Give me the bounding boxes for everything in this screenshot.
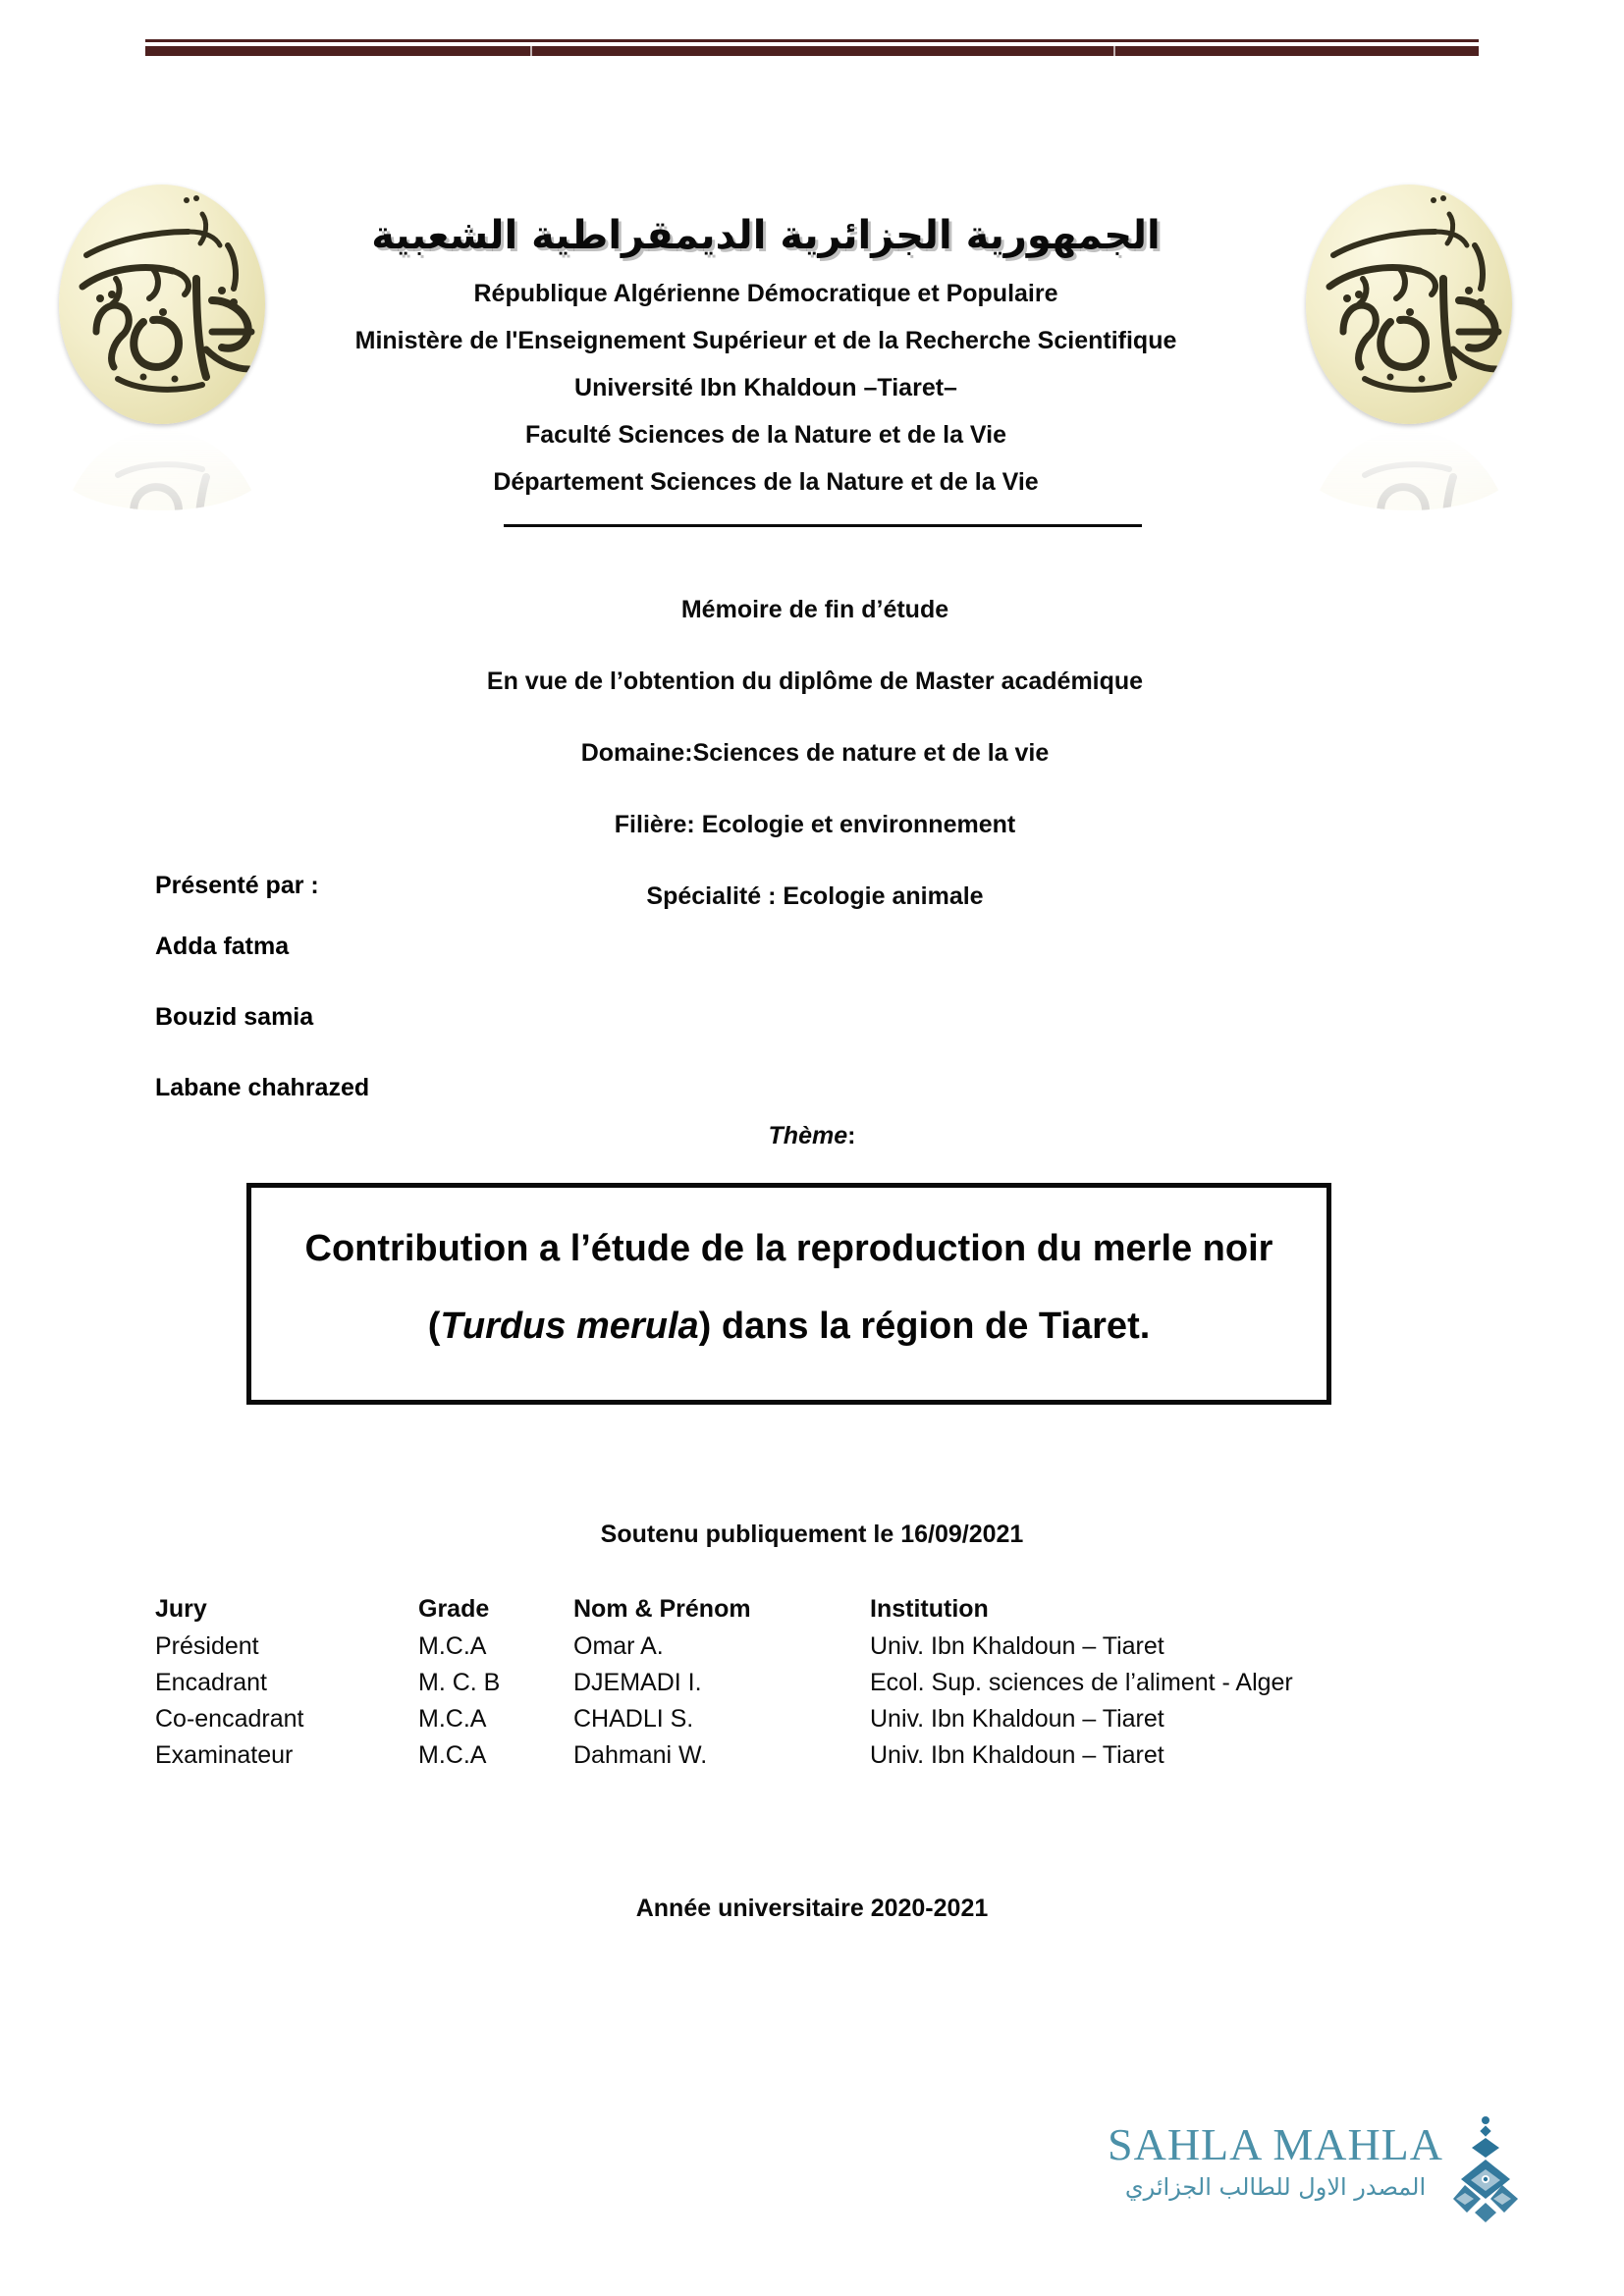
jury-header-grade: Grade bbox=[418, 1595, 490, 1623]
jury-header-role: Jury bbox=[155, 1595, 207, 1623]
header-line-republic: République Algérienne Démocratique et Populaire bbox=[473, 279, 1058, 307]
jury-grade-4: M.C.A bbox=[418, 1741, 487, 1769]
jury-role-4: Examinateur bbox=[155, 1741, 294, 1769]
defense-date: Soutenu publiquement le 16/09/2021 bbox=[600, 1521, 1024, 1548]
jury-name-3: CHADLI S. bbox=[573, 1705, 694, 1733]
watermark-tagline: المصدر الاول للطالب الجزائري bbox=[1124, 2173, 1427, 2201]
institution-header bbox=[245, 212, 1286, 506]
student-name-1: Adda fatma bbox=[155, 933, 290, 960]
top-rule-thin bbox=[145, 39, 1479, 42]
table-row bbox=[155, 1665, 1390, 1701]
seal-emblem-icon bbox=[1306, 185, 1512, 424]
degree-line-domaine: Domaine:Sciences de nature et de la vie bbox=[580, 739, 1050, 767]
jury-institution-1: Univ. Ibn Khaldoun – Tiaret bbox=[870, 1632, 1164, 1660]
jury-grade-1: M.C.A bbox=[418, 1632, 487, 1660]
theme-label bbox=[0, 1122, 1624, 1150]
jury-name-1: Omar A. bbox=[573, 1632, 664, 1660]
top-rule-nick-1 bbox=[530, 46, 532, 56]
university-seal-right bbox=[1294, 185, 1522, 508]
top-decorative-rule bbox=[145, 39, 1479, 61]
jury-institution-3: Univ. Ibn Khaldoun – Tiaret bbox=[870, 1705, 1164, 1733]
thesis-title-box bbox=[246, 1183, 1331, 1405]
presented-by-block bbox=[155, 874, 941, 1100]
jury-grade-2: M. C. B bbox=[418, 1669, 501, 1696]
table-row bbox=[155, 1737, 1390, 1774]
table-row bbox=[155, 1701, 1390, 1737]
top-rule-nick-2 bbox=[1113, 46, 1115, 56]
top-rule-thick bbox=[145, 46, 1479, 56]
degree-line-diplome: En vue de l’obtention du diplôme de Master académique bbox=[486, 667, 1144, 695]
student-name-2: Bouzid samia bbox=[155, 1003, 314, 1031]
jury-institution-2: Ecol. Sup. sciences de l’aliment - Alger bbox=[870, 1669, 1293, 1696]
sahla-mahla-watermark bbox=[1100, 2112, 1522, 2230]
header-line-department: Département Sciences de la Nature et de la Vie bbox=[493, 467, 1039, 496]
thesis-title-part2: ) dans la région de Tiaret. bbox=[698, 1306, 1151, 1348]
thesis-title-part1: Contribution a l’étude de la reproduction du merle noir ( bbox=[304, 1228, 1273, 1348]
jury-header-institution: Institution bbox=[870, 1595, 989, 1623]
table-row bbox=[155, 1629, 1390, 1665]
header-line-university: Université Ibn Khaldoun –Tiaret– bbox=[574, 373, 957, 401]
university-seal-left bbox=[47, 185, 275, 508]
thesis-title-scientific-name: Turdus merula bbox=[440, 1306, 699, 1348]
jury-name-4: Dahmani W. bbox=[573, 1741, 708, 1769]
thesis-title bbox=[275, 1210, 1303, 1365]
degree-line-specialite: Spécialité : Ecologie animale bbox=[646, 882, 984, 910]
presented-by-label: Présenté par : bbox=[155, 872, 319, 899]
jury-grade-3: M.C.A bbox=[418, 1705, 487, 1733]
degree-line-memoire: Mémoire de fin d’étude bbox=[680, 596, 949, 623]
student-name-3: Labane chahrazed bbox=[155, 1074, 370, 1101]
academic-year: Année universitaire 2020-2021 bbox=[635, 1895, 989, 1922]
theme-label-word: Thème bbox=[768, 1122, 848, 1149]
jury-institution-4: Univ. Ibn Khaldoun – Tiaret bbox=[870, 1741, 1164, 1769]
jury-role-3: Co-encadrant bbox=[155, 1705, 304, 1733]
jury-table bbox=[155, 1595, 1390, 1774]
jury-role-2: Encadrant bbox=[155, 1669, 267, 1696]
theme-label-colon: : bbox=[847, 1122, 856, 1149]
header-line-ministry: Ministère de l'Enseignement Supérieur et de la Recherche Scientifique bbox=[354, 326, 1177, 354]
header-line-faculty: Faculté Sciences de la Nature et de la Vie bbox=[524, 420, 1007, 449]
degree-line-filiere: Filière: Ecologie et environnement bbox=[614, 811, 1016, 838]
jury-table-header-row bbox=[155, 1595, 1390, 1629]
seal-reflection-left bbox=[59, 430, 265, 510]
seal-reflection-right bbox=[1306, 430, 1512, 510]
jury-header-name: Nom & Prénom bbox=[573, 1595, 751, 1623]
seal-emblem-icon bbox=[59, 185, 265, 424]
jury-name-2: DJEMADI I. bbox=[573, 1669, 702, 1696]
arabic-republic-title: الجمهورية الجزائرية الديمقراطية الشعبية bbox=[371, 213, 1161, 258]
watermark-ornament-icon bbox=[1445, 2114, 1522, 2224]
jury-role-1: Président bbox=[155, 1632, 259, 1660]
header-divider bbox=[504, 524, 1142, 527]
watermark-brand-text: SAHLA MAHLA bbox=[1108, 2119, 1443, 2169]
